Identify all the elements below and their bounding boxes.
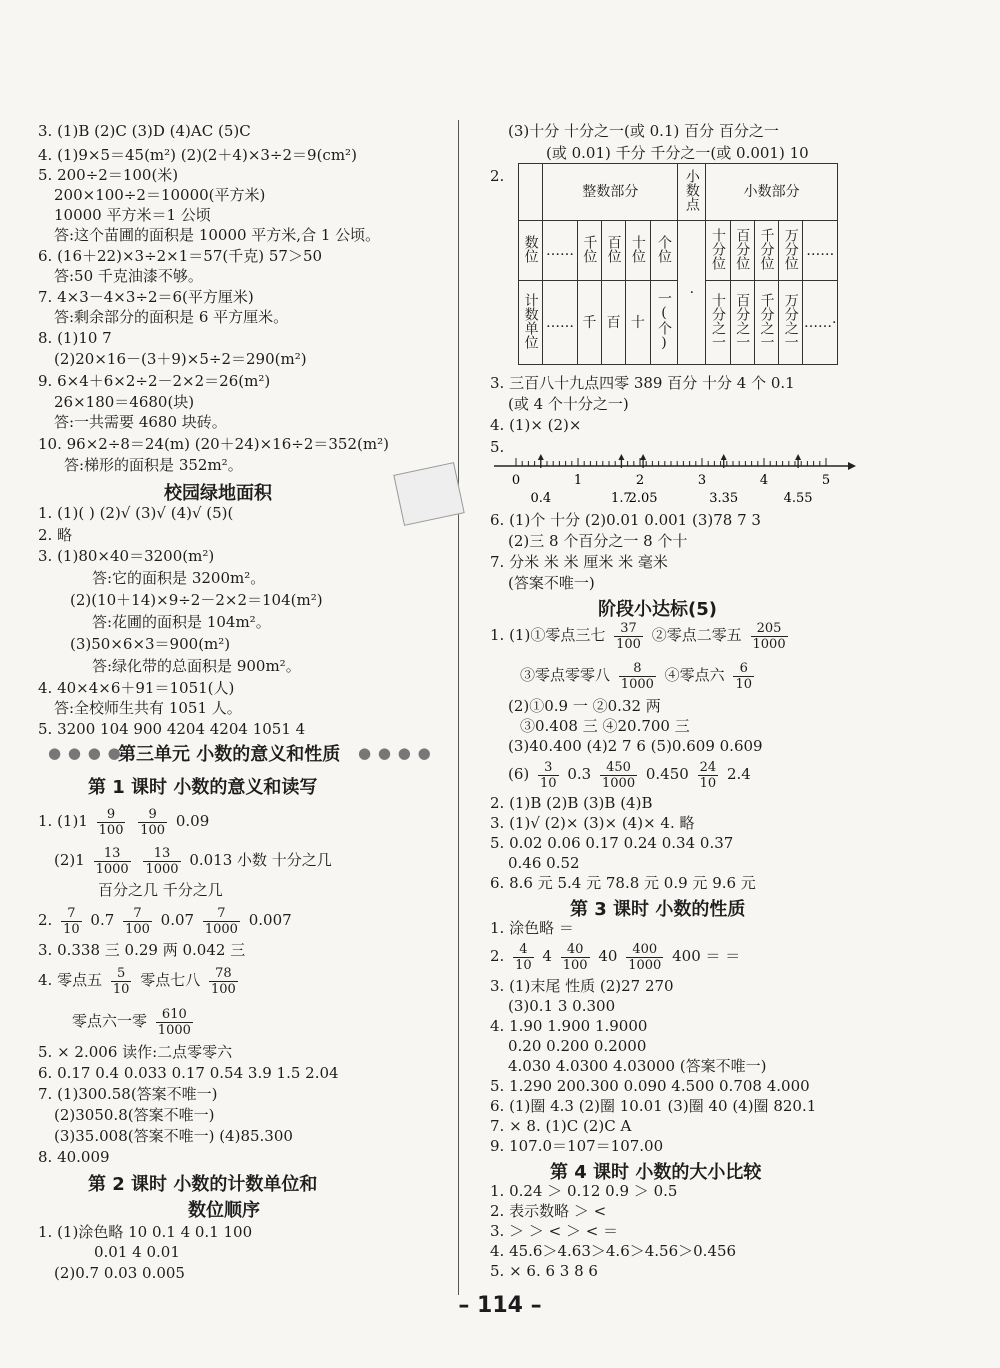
numerator: 205 — [751, 621, 788, 637]
cell-text: 百位 — [605, 234, 622, 263]
mark-label: 2.05 — [628, 491, 658, 506]
fraction — [698, 760, 719, 791]
arrow-head — [848, 462, 856, 470]
text: 4 — [542, 947, 552, 965]
cell — [730, 221, 754, 281]
end-dot: · — [831, 314, 837, 331]
answer-line: 8. (1)10 7 — [38, 329, 112, 347]
text: (6) — [508, 765, 530, 783]
numerator: 24 — [699, 759, 717, 775]
fraction — [97, 807, 126, 838]
decimal-part-header: 小数部分 — [706, 164, 838, 221]
answer-line: 7. 分米 米 米 厘米 米 毫米 — [490, 553, 668, 571]
cell — [754, 221, 778, 281]
answer-line: (2)20×16－(3＋9)×5÷2＝290(m²) — [54, 350, 307, 368]
answer-line: 10000 平方米＝1 公顷 — [54, 206, 211, 224]
answer-line: 200×100÷2＝10000(平方米) — [54, 186, 266, 204]
answer-line: 3. (1)√ (2)× (3)× (4)× 4. 略 — [490, 814, 695, 832]
cell — [706, 221, 730, 281]
cell — [577, 221, 601, 281]
page-number: – 114 – — [458, 1293, 542, 1318]
text: 0.7 — [90, 911, 115, 929]
denominator: 10 — [540, 775, 557, 791]
answer-line — [490, 617, 792, 653]
place-value-table — [518, 163, 838, 365]
answer-line — [38, 962, 242, 998]
mark-label: 1.7 — [611, 491, 632, 506]
denominator: 10 — [515, 957, 532, 973]
answer-line: (2)0.7 0.03 0.005 — [54, 1264, 185, 1282]
answer-line: 答:全校师生共有 1051 人。 — [54, 699, 242, 717]
tick-label: 5 — [821, 473, 831, 488]
answer-line: 1. (1)涂色略 10 0.1 4 0.1 100 — [38, 1223, 253, 1241]
mark-arrow-head — [640, 454, 646, 460]
numerator: 610 — [156, 1007, 193, 1023]
cell-text: 百分位 — [734, 227, 751, 270]
lesson-heading: 第 3 课时 小数的性质 — [570, 899, 746, 920]
answer-line: 答:梯形的面积是 352m²。 — [64, 456, 243, 474]
denominator: 100 — [140, 822, 166, 838]
denominator: 1000 — [95, 861, 129, 877]
numerator: 78 — [209, 966, 238, 982]
answer-line: 4.030 4.0300 4.03000 (答案不唯一) — [508, 1057, 767, 1075]
denominator: 1000 — [157, 1022, 191, 1038]
numerator: 8 — [619, 661, 656, 677]
row-label-text: 计数单位 — [522, 292, 539, 349]
corner-cell — [519, 164, 543, 221]
answer-line: (2)3050.8(答案不唯一) — [54, 1106, 215, 1124]
watermark-logo — [850, 1308, 980, 1358]
answer-line: 6. (16＋22)×3÷2×1＝57(千克) 57＞50 — [38, 247, 323, 265]
answer-line: 6. (1)个 十分 (2)0.01 0.001 (3)78 7 3 — [490, 511, 761, 529]
text: 2.4 — [726, 765, 751, 783]
decimal-point-label: 小数点 — [683, 169, 700, 211]
answer-line: (3)十分 十分之一(或 0.1) 百分 百分之一 — [508, 122, 779, 140]
cell-text: 万分位 — [782, 227, 799, 270]
answer-line: 8. 40.009 — [38, 1148, 110, 1166]
answer-line: 5. × 6. 6 3 8 6 — [490, 1262, 598, 1280]
numerator: 4 — [513, 942, 534, 958]
answer-line: 4. 40×4×6＋91＝1051(人) — [38, 679, 235, 697]
numerator: 7 — [123, 906, 152, 922]
answer-line: 3. 三百八十九点四零 389 百分 十分 4 个 0.1 — [490, 374, 795, 392]
text: ④零点六 — [664, 666, 725, 684]
mark-label: 3.35 — [709, 491, 739, 506]
fraction — [561, 942, 590, 973]
fraction — [111, 966, 132, 997]
denominator: 1000 — [620, 676, 654, 692]
numerator: 5 — [111, 966, 132, 982]
answer-line: 5. × 2.006 读作:二点零零六 — [38, 1043, 233, 1061]
cell — [730, 281, 754, 365]
cell: 十 — [626, 281, 650, 365]
answer-line: 4. 45.6＞4.63＞4.6＞4.56＞0.456 — [490, 1242, 737, 1260]
text: 0.3 — [567, 765, 592, 783]
answer-line: 7. 4×3－4×3÷2＝6(平方厘米) — [38, 288, 254, 306]
answer-line: 5. — [490, 438, 505, 456]
answer-line — [508, 756, 751, 792]
answer-line: 4. (1)9×5＝45(m²) (2)(2＋4)×3÷2＝9(cm²) — [38, 146, 357, 164]
answer-line: (3)0.1 3 0.300 — [508, 997, 616, 1015]
text: 零点七八 — [140, 971, 201, 989]
answer-line: 9. 6×4＋6×2÷2－2×2＝26(m²) — [38, 372, 271, 390]
numerator: 400 — [626, 942, 663, 958]
cell — [601, 221, 625, 281]
answer-line: 5. 200÷2＝100(米) — [38, 166, 179, 184]
tick-label: 0 — [511, 473, 521, 488]
numerator: 3 — [538, 760, 559, 776]
integer-part-header: 整数部分 — [543, 164, 678, 221]
answer-line: 3. ＞ ＞ < ＞ < ＝ — [490, 1222, 619, 1240]
text: 4. 零点五 — [38, 971, 103, 989]
cell-text: 个位 — [655, 234, 672, 263]
answer-line: (3)35.008(答案不唯一) (4)85.300 — [54, 1127, 293, 1145]
lesson-heading: 第 1 课时 小数的意义和读写 — [88, 777, 318, 798]
answer-line: 7. × 8. (1)C (2)C A — [490, 1117, 632, 1135]
answer-line: 2. 略 — [38, 526, 73, 544]
cell-text: …… — [803, 314, 832, 331]
answer-line: 3. 0.338 三 0.29 两 0.042 三 — [38, 941, 246, 959]
answer-line: 答:50 千克油漆不够。 — [54, 267, 203, 285]
answer-line: 4. (1)× (2)× — [490, 416, 582, 434]
fraction — [733, 661, 754, 692]
mark-arrow-head — [618, 454, 624, 460]
text: 2. — [38, 911, 53, 929]
answer-line: 3. (1)末尾 性质 (2)27 270 — [490, 977, 674, 995]
cell-text: 百分之一 — [734, 292, 751, 349]
denominator: 10 — [699, 775, 717, 791]
answer-line: 1. 涂色略 ＝ — [490, 919, 574, 937]
answer-line: (或 0.01) 千分 千分之一(或 0.001) 10 — [546, 144, 809, 162]
lesson-heading: 第 4 课时 小数的大小比较 — [550, 1162, 762, 1183]
text: ②零点二零五 — [651, 626, 742, 644]
cell-text: 万分之一 — [782, 292, 799, 349]
fraction — [61, 906, 82, 937]
denominator: 100 — [211, 981, 236, 997]
text: 0.07 — [160, 911, 195, 929]
fraction — [94, 846, 131, 877]
answer-line: (2)(10＋14)×9÷2－2×2＝104(m²) — [70, 591, 323, 609]
cell: …… — [803, 221, 838, 281]
mark-arrow-head — [795, 454, 801, 460]
numerator: 37 — [614, 621, 643, 637]
text: 零点六一零 — [72, 1012, 148, 1030]
row-label — [519, 281, 543, 365]
answer-line: (3)50×6×3＝900(m²) — [70, 635, 231, 653]
answer-line: 5. 3200 104 900 4204 4204 1051 4 — [38, 720, 306, 738]
denominator: 10 — [735, 676, 753, 692]
cell — [706, 281, 730, 365]
answer-line: 5. 0.02 0.06 0.17 0.24 0.34 0.37 — [490, 834, 734, 852]
fraction — [138, 807, 167, 838]
answer-line: 3. (1)80×40＝3200(m²) — [38, 547, 215, 565]
answer-line: ③0.408 三 ④20.700 三 — [520, 717, 690, 735]
answer-line: 1. (1)( ) (2)√ (3)√ (4)√ (5)( — [38, 504, 234, 522]
answer-line: 答:它的面积是 3200m²。 — [92, 569, 266, 587]
cell-text: 十分之一 — [709, 292, 726, 349]
cell-text: 十位 — [629, 234, 646, 263]
cell-text: 千分位 — [758, 227, 775, 270]
answer-line: 0.01 4 0.01 — [94, 1243, 180, 1261]
fraction — [513, 942, 534, 973]
tick-label: 3 — [697, 473, 707, 488]
text: 1. (1)①零点三七 — [490, 626, 606, 644]
unit-heading: 第三单元 小数的意义和性质 — [118, 744, 341, 765]
answer-line: 百分之几 千分之几 — [98, 881, 223, 899]
answer-line: (或 4 个十分之一) — [508, 395, 629, 413]
cell — [803, 281, 838, 365]
denominator: 100 — [562, 957, 588, 973]
fraction — [626, 942, 663, 973]
fraction — [143, 846, 180, 877]
cell — [779, 281, 803, 365]
cell — [650, 221, 678, 281]
number-line — [490, 452, 860, 512]
mark-arrow-head — [538, 454, 544, 460]
numerator: 7 — [203, 906, 240, 922]
denominator: 1000 — [752, 636, 786, 652]
mark-arrow-head — [721, 454, 727, 460]
column-divider — [458, 120, 459, 1295]
answer-line — [38, 902, 292, 938]
numerator: 7 — [61, 906, 82, 922]
denominator: 10 — [63, 921, 80, 937]
numerator: 6 — [733, 661, 754, 677]
answer-line — [520, 657, 758, 693]
denominator: 100 — [98, 822, 124, 838]
text: 0.007 — [248, 911, 292, 929]
stamp-image — [393, 462, 464, 526]
cell: 千 — [577, 281, 601, 365]
fraction — [209, 966, 238, 997]
section-heading: 校园绿地面积 — [164, 483, 272, 504]
tick-label: 1 — [573, 473, 583, 488]
text: 40 — [598, 947, 618, 965]
cell — [779, 221, 803, 281]
answer-line: 6. (1)圈 4.3 (2)圈 10.01 (3)圈 40 (4)圈 820.1 — [490, 1097, 817, 1115]
denominator: 1000 — [204, 921, 238, 937]
decorative-dots: ● ● ● ● — [358, 744, 432, 762]
fraction — [751, 621, 788, 652]
numerator: 40 — [561, 942, 590, 958]
answer-line: 0.20 0.200 0.2000 — [508, 1037, 647, 1055]
answer-line — [38, 803, 209, 839]
answer-line: 答:一共需要 4680 块砖。 — [54, 413, 227, 431]
answer-line: 9. 107.0＝107＝107.00 — [490, 1137, 664, 1155]
text: 0.450 — [645, 765, 689, 783]
cell-text: 千分之一 — [758, 292, 775, 349]
answer-line: (2)三 8 个百分之一 8 个十 — [508, 532, 688, 550]
answer-line: 1. 0.24 ＞ 0.12 0.9 ＞ 0.5 — [490, 1182, 678, 1200]
answer-line: 3. (1)B (2)C (3)D (4)AC (5)C — [38, 122, 251, 140]
cell — [626, 221, 650, 281]
answer-line: 2. 表示数略 ＞ < — [490, 1202, 607, 1220]
tick-label: 4 — [759, 473, 769, 488]
tick-label: 2 — [635, 473, 645, 488]
cell-text: 一(个) — [655, 290, 672, 351]
answer-line: 答:绿化带的总面积是 900m²。 — [92, 657, 301, 675]
text: ③零点零零八 — [520, 666, 611, 684]
denominator: 1000 — [602, 775, 636, 791]
lesson-heading: 数位顺序 — [188, 1200, 260, 1221]
fraction — [600, 760, 637, 791]
answer-line: (2)①0.9 一 ②0.32 两 — [508, 697, 661, 715]
text: 0.09 — [175, 812, 210, 830]
fraction — [203, 906, 240, 937]
answer-line: 2. — [490, 167, 505, 185]
decorative-dots: ● ● ● ● — [48, 744, 122, 762]
section-heading: 阶段小达标(5) — [598, 599, 717, 620]
denominator: 10 — [112, 981, 130, 997]
numerator: 450 — [600, 760, 637, 776]
answer-line: 10. 96×2÷8＝24(m) (20＋24)×16÷2＝352(m²) — [38, 435, 389, 453]
cell — [650, 281, 678, 365]
decimal-point-cell: · — [678, 221, 706, 365]
numerator: 9 — [97, 807, 126, 823]
cell-text: 千位 — [581, 234, 598, 263]
row-label-text: 数位 — [522, 234, 539, 263]
fraction — [614, 621, 643, 652]
lesson-heading: 第 2 课时 小数的计数单位和 — [88, 1174, 318, 1195]
cell: …… — [543, 281, 577, 365]
numerator: 13 — [94, 846, 131, 862]
row-label — [519, 221, 543, 281]
answer-line: 2. (1)B (2)B (3)B (4)B — [490, 794, 653, 812]
answer-line: 5. 1.290 200.300 0.090 4.500 0.708 4.000 — [490, 1077, 810, 1095]
denominator: 100 — [616, 636, 641, 652]
answer-line: 答:剩余部分的面积是 6 平方厘米。 — [54, 308, 289, 326]
answer-line — [490, 938, 740, 974]
answer-line: 7. (1)300.58(答案不唯一) — [38, 1085, 218, 1103]
denominator: 100 — [125, 921, 150, 937]
fraction — [619, 661, 656, 692]
decimal-point-header — [678, 164, 706, 221]
text: 400 ＝ ＝ — [672, 947, 741, 965]
answer-line: 0.46 0.52 — [508, 854, 580, 872]
answer-line: 6. 0.17 0.4 0.033 0.17 0.54 3.9 1.5 2.04 — [38, 1064, 339, 1082]
fraction — [538, 760, 559, 791]
answer-line: 6. 8.6 元 5.4 元 78.8 元 0.9 元 9.6 元 — [490, 874, 756, 892]
numerator: 9 — [138, 807, 167, 823]
cell-text: 十分位 — [709, 227, 726, 270]
denominator: 1000 — [145, 861, 179, 877]
answer-line: 答:这个苗圃的面积是 10000 平方米,合 1 公顷。 — [54, 226, 381, 244]
text: 1. (1)1 — [38, 812, 88, 830]
answer-line: 26×180＝4680(块) — [54, 393, 195, 411]
answer-line: 4. 1.90 1.900 1.9000 — [490, 1017, 648, 1035]
mark-label: 0.4 — [530, 491, 552, 506]
cell: …… — [543, 221, 577, 281]
denominator: 1000 — [628, 957, 662, 973]
fraction — [156, 1007, 193, 1038]
answer-line — [72, 1003, 197, 1039]
mark-label: 4.55 — [783, 491, 813, 506]
fraction — [123, 906, 152, 937]
answer-line — [54, 842, 332, 878]
cell: 百 — [601, 281, 625, 365]
answer-line: 答:花圃的面积是 104m²。 — [92, 613, 271, 631]
text: 0.013 小数 十分之几 — [189, 851, 332, 869]
answer-line: (答案不唯一) — [508, 574, 595, 592]
cell — [754, 281, 778, 365]
answer-line: (3)40.400 (4)2 7 6 (5)0.609 0.609 — [508, 737, 763, 755]
text: (2)1 — [54, 851, 85, 869]
numerator: 13 — [143, 846, 180, 862]
text: 2. — [490, 947, 505, 965]
